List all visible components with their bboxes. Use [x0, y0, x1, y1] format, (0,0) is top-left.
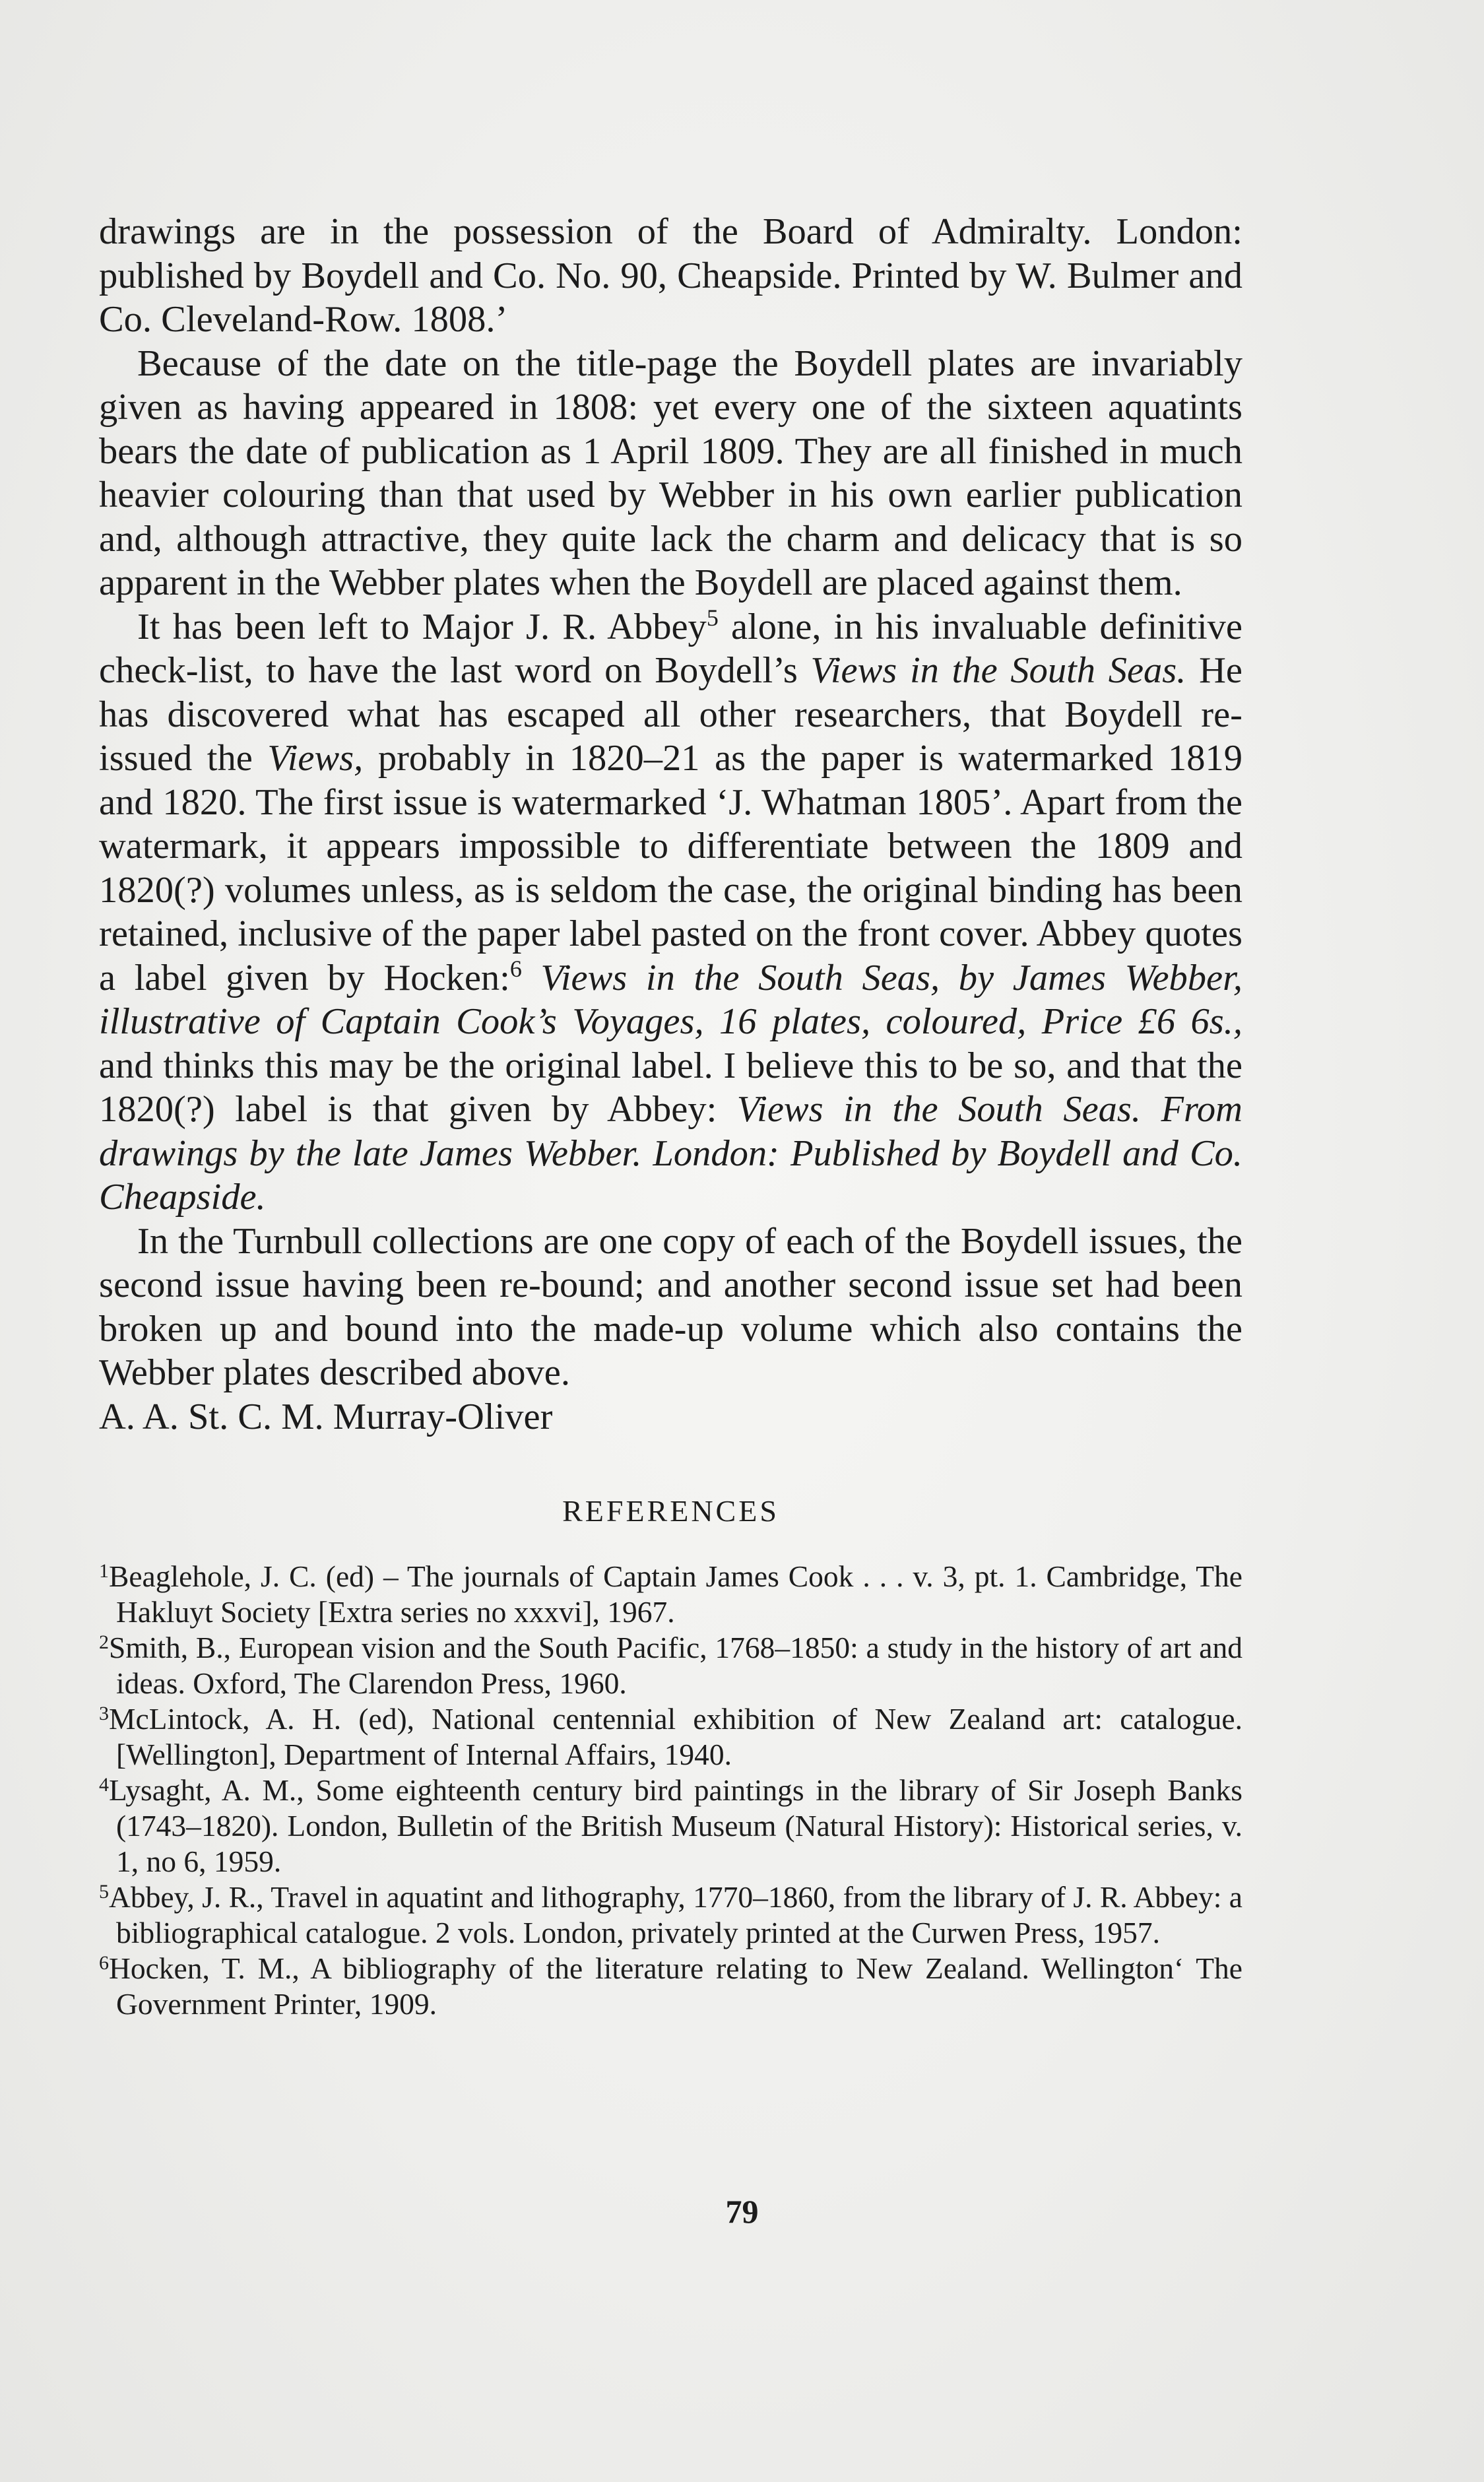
reference-number: 5: [99, 1881, 109, 1903]
paragraph-3-part-b: alone, in his invaluable definitive check-list, to have the last word on Boydell’s: [99, 606, 1242, 691]
paragraph-4: In the Turnbull collections are one copy of each of the Boydell issues, the second issue having been re-bound; and another second issue set had been broken up and bound into the made-up volume which also contains the Webber plates described above.: [99, 1220, 1242, 1393]
reference-number: 4: [99, 1774, 109, 1796]
paragraph-3-part-d: probably in 1820–21 as the paper is watermarked 1819 and 1820. The first issue is watermarked ‘J. Whatman 1805’. Apart from the watermark, it appears impossible to differentiate between the 1809 and 1820(?) volumes unless, as is seldom the case, the original binding has been retained, inclusive of the paper label pasted on the front cover. Abbey quotes a label given by Hocken:: [99, 738, 1243, 998]
paragraph-3-part-a: It has been left to Major J. R. Abbey: [137, 606, 707, 647]
reference-text: Lysaght, A. M., Some eighteenth century bird paintings in the library of Sir Joseph Banks (1743–1820). London, Bulletin of the British Museum (Natural History): Historical series, v. 1, no 6, 1959.: [109, 1773, 1242, 1878]
reference-text: Beaglehole, J. C. (ed) – The journals of Captain James Cook . . . v. 3, pt. 1. Cambridge, The Hakluyt Society [Extra series no xxxvi], 1967.: [109, 1559, 1242, 1629]
reference-text: Abbey, J. R., Travel in aquatint and lithography, 1770–1860, from the library of J. R. Abbey: a bibliographical catalogue. 2 vols. London, privately printed at the Curwen Press, 1957.: [109, 1880, 1242, 1949]
reference-number: 3: [99, 1703, 109, 1724]
reference-text: McLintock, A. H. (ed), National centennial exhibition of New Zealand art: catalogue. [Wellington], Department of Internal Affairs, 1940.: [109, 1702, 1242, 1771]
title-views: Views,: [267, 738, 364, 779]
reference-text: Hocken, T. M., A bibliography of the literature relating to New Zealand. Wellington‘ The Government Printer, 1909.: [109, 1951, 1242, 2021]
references-list: [99, 1559, 1242, 2022]
footnote-ref-6: 6: [509, 955, 522, 982]
title-views-south-seas: Views in the South Seas.: [810, 650, 1186, 691]
page-number: 79: [725, 2193, 759, 2230]
paragraph-3-part-e: and thinks this may be the original label. I believe this to be so, and that the 1820(?) label is that given by Abbey:: [99, 1045, 1242, 1130]
paragraph-3-part-c: He has discovered what has escaped all other researchers, that Boydell re-issued the: [99, 650, 1242, 779]
body-text: [99, 210, 1242, 1439]
reference-item: [99, 1951, 1242, 2022]
paragraph-3: [99, 605, 1242, 1220]
reference-item: [99, 1701, 1242, 1773]
text-column: [99, 210, 1242, 2022]
footnote-ref-5: 5: [706, 604, 719, 631]
author-signature: A. A. St. C. M. Murray-Oliver: [99, 1396, 553, 1437]
hocken-label-quote: Views in the South Seas, by James Webber, illustrative of Captain Cook’s Voyages, 16 plates, coloured, Price £6 6s.,: [99, 957, 1242, 1042]
reference-number: 1: [99, 1560, 109, 1582]
abbey-label-quote: Views in the South Seas. From drawings by the late James Webber. London: Published by Boydell and Co. Cheapside.: [99, 1089, 1242, 1218]
reference-item: [99, 1773, 1242, 1879]
reference-number: 6: [99, 1952, 109, 1974]
references-heading: REFERENCES: [562, 1494, 779, 1528]
reference-item: [99, 1630, 1242, 1701]
reference-text: Smith, B., European vision and the South Pacific, 1768–1850: a study in the history of art and ideas. Oxford, The Clarendon Press, 1960.: [109, 1631, 1242, 1700]
reference-number: 2: [99, 1631, 109, 1653]
reference-item: [99, 1879, 1242, 1951]
paragraph-2: Because of the date on the title-page the Boydell plates are invariably given as having appeared in 1808: yet every one of the sixteen aquatints bears the date of publication as 1 April 1809. They are all finished in much heavier colouring than that used by Webber in his own earlier publication and, although attractive, they quite lack the charm and delicacy that is so apparent in the Webber plates when the Boydell are placed against them.: [99, 343, 1242, 603]
reference-item: [99, 1559, 1242, 1630]
paragraph-1: drawings are in the possession of the Board of Admiralty. London: published by Boydell and Co. No. 90, Cheapside. Printed by W. Bulmer and Co. Cleveland-Row. 1808.’: [99, 211, 1242, 340]
